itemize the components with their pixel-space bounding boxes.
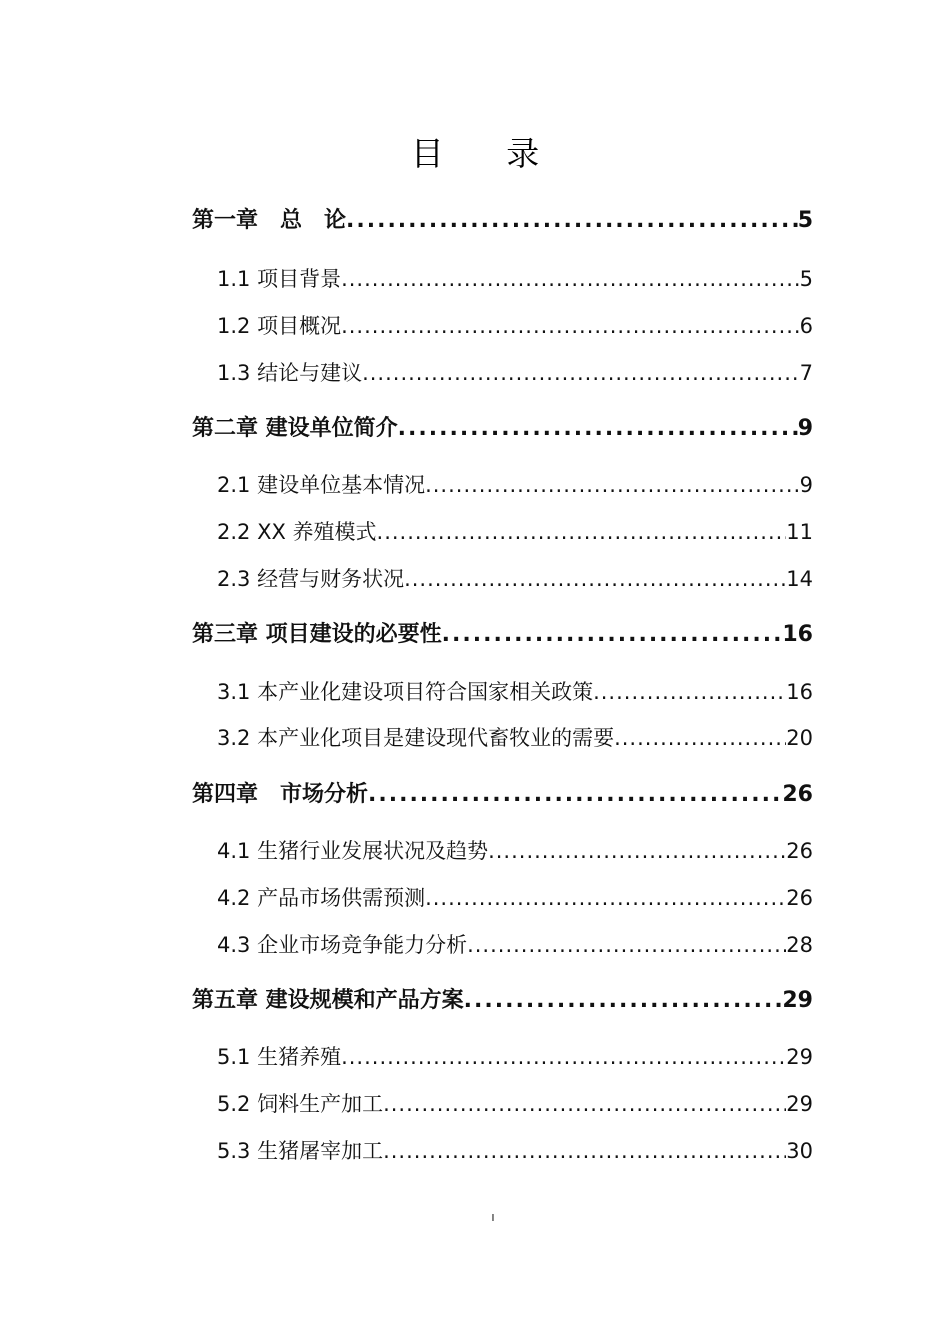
dot-leader: [488, 836, 786, 866]
toc-entry-page: 5: [797, 208, 813, 233]
dot-leader: [368, 780, 782, 810]
toc-chapter-1[interactable]: [192, 206, 813, 236]
toc-section-1-3[interactable]: [192, 358, 813, 388]
dot-leader: [341, 311, 800, 341]
toc-entry-label: 1.2 项目概况: [217, 314, 342, 338]
toc-entry-label: 第五章 建设规模和产品方案: [192, 988, 464, 1013]
toc-section-3-2[interactable]: [192, 723, 813, 753]
toc-title: 目 录: [410, 134, 566, 173]
toc-entry-page: 20: [786, 726, 813, 750]
toc-section-1-1[interactable]: [192, 264, 813, 294]
toc-entry-label: 4.1 生猪行业发展状况及趋势: [217, 839, 489, 863]
toc-entry-page: 14: [786, 567, 813, 591]
dot-leader: [341, 264, 800, 294]
toc-section-2-3[interactable]: [192, 564, 813, 594]
toc-section-4-2[interactable]: [192, 883, 813, 913]
toc-entry-page: 9: [797, 416, 813, 441]
toc-entry-page: 28: [786, 933, 813, 957]
toc-entry-page: 26: [786, 886, 813, 910]
dot-leader: [383, 1136, 786, 1166]
dot-leader: [614, 723, 786, 753]
toc-entry-label: 第二章 建设单位简介: [192, 416, 398, 441]
toc-entry-label: 2.1 建设单位基本情况: [217, 473, 426, 497]
toc-chapter-2[interactable]: [192, 414, 813, 444]
toc-section-3-1[interactable]: [192, 677, 813, 707]
toc-entry-page: 5: [799, 267, 813, 291]
toc-entry-page: 9: [799, 473, 813, 497]
page-number: I: [491, 1213, 495, 1224]
toc-entry-page: 16: [782, 622, 813, 647]
toc-chapter-4[interactable]: [192, 780, 813, 810]
toc-entry-label: 4.2 产品市场供需预测: [217, 886, 426, 910]
toc-entry-page: 7: [799, 361, 813, 385]
dot-leader: [464, 986, 783, 1016]
toc-entry-label: 5.1 生猪养殖: [217, 1045, 342, 1069]
dot-leader: [398, 414, 798, 444]
toc-entry-label: 3.1 本产业化建设项目符合国家相关政策: [217, 680, 594, 704]
toc-entry-page: 26: [786, 839, 813, 863]
dot-leader: [346, 206, 798, 236]
dot-leader: [425, 883, 786, 913]
toc-chapter-3[interactable]: [192, 620, 813, 650]
dot-leader: [341, 1042, 786, 1072]
toc-section-5-2[interactable]: [192, 1089, 813, 1119]
toc-entry-label: 3.2 本产业化项目是建设现代畜牧业的需要: [217, 726, 615, 750]
dot-leader: [383, 1089, 786, 1119]
toc-section-1-2[interactable]: [192, 311, 813, 341]
toc-section-4-3[interactable]: [192, 930, 813, 960]
toc-entry-label: 5.3 生猪屠宰加工: [217, 1139, 384, 1163]
toc-entry-page: 16: [786, 680, 813, 704]
toc-section-5-1[interactable]: [192, 1042, 813, 1072]
toc-entry-page: 29: [786, 1045, 813, 1069]
toc-entry-label: 2.2 XX 养殖模式: [217, 520, 377, 544]
toc-section-5-3[interactable]: [192, 1136, 813, 1166]
toc-entry-label: 第四章 市场分析: [192, 782, 369, 807]
toc-entry-page: 26: [782, 782, 813, 807]
toc-entry-page: 30: [786, 1139, 813, 1163]
toc-entry-label: 5.2 饲料生产加工: [217, 1092, 384, 1116]
toc-entry-label: 2.3 经营与财务状况: [217, 567, 405, 591]
dot-leader: [425, 470, 800, 500]
dot-leader: [377, 517, 787, 547]
toc-entry-label: 第三章 项目建设的必要性: [192, 622, 442, 647]
dot-leader: [362, 358, 800, 388]
toc-entry-label: 4.3 企业市场竞争能力分析: [217, 933, 468, 957]
toc-entry-page: 11: [786, 520, 813, 544]
toc-entry-page: 29: [786, 1092, 813, 1116]
dot-leader: [404, 564, 786, 594]
dot-leader: [442, 620, 783, 650]
dot-leader: [593, 677, 786, 707]
dot-leader: [467, 930, 786, 960]
toc-section-2-1[interactable]: [192, 470, 813, 500]
toc-entry-label: 1.3 结论与建议: [217, 361, 363, 385]
toc-section-4-1[interactable]: [192, 836, 813, 866]
toc-section-2-2[interactable]: [192, 517, 813, 547]
toc-chapter-5[interactable]: [192, 986, 813, 1016]
toc-entry-label: 第一章 总 论: [192, 208, 347, 233]
toc-entry-page: 29: [782, 988, 813, 1013]
toc-entry-label: 1.1 项目背景: [217, 267, 342, 291]
toc-entry-page: 6: [799, 314, 813, 338]
